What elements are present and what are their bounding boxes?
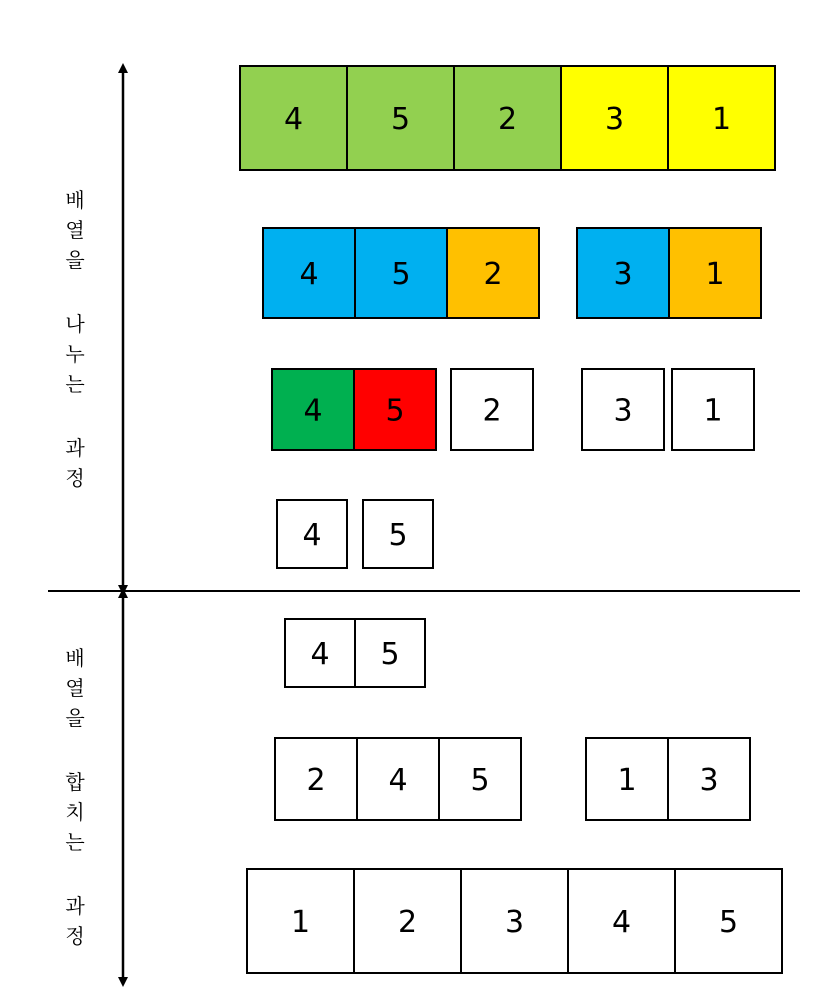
merge-row1-cell xyxy=(355,619,425,687)
merge-row3-cell xyxy=(675,869,782,973)
merge-row2-cell xyxy=(439,738,521,820)
split-row3-cell xyxy=(672,369,754,450)
label-char: 과 xyxy=(65,894,85,918)
cell-value: 4 xyxy=(303,393,323,429)
cell-value: 4 xyxy=(283,102,304,137)
cell-value: 3 xyxy=(613,393,633,429)
label-gap xyxy=(60,862,90,896)
cell-value: 2 xyxy=(397,905,418,940)
split-row3-cell xyxy=(451,369,533,450)
cell-value: 1 xyxy=(617,763,637,798)
label-char: 배 xyxy=(65,188,85,212)
label-char: 열 xyxy=(65,676,85,700)
merge-row3-cell xyxy=(354,869,461,973)
array-boxes xyxy=(240,66,782,973)
label-gap xyxy=(60,280,90,314)
label-char: 합 xyxy=(65,770,85,794)
cell-value: 5 xyxy=(718,905,739,940)
cell-value: 5 xyxy=(391,257,411,292)
split-process-label xyxy=(60,190,90,498)
merge-row2-cell xyxy=(586,738,668,820)
label-char: 치 xyxy=(65,800,85,824)
label-char: 정 xyxy=(65,466,85,490)
label-char: 는 xyxy=(65,372,85,396)
label-gap xyxy=(60,738,90,772)
cell-value: 1 xyxy=(705,257,725,292)
split-row1-cell xyxy=(454,66,561,170)
cell-value: 5 xyxy=(388,518,408,553)
label-char: 을 xyxy=(65,248,85,272)
cell-value: 5 xyxy=(470,763,490,798)
split-row4-cell xyxy=(277,500,347,568)
split-row2-cell xyxy=(355,228,447,318)
cell-value: 3 xyxy=(504,905,525,940)
split-row3-cell xyxy=(272,369,354,450)
split-row1-cell xyxy=(347,66,454,170)
cell-value: 2 xyxy=(497,102,518,137)
split-row1-cell xyxy=(668,66,775,170)
label-char: 정 xyxy=(65,924,85,948)
cell-value: 3 xyxy=(699,763,719,798)
merge-row2-cell xyxy=(357,738,439,820)
split-row3-cell xyxy=(354,369,436,450)
cell-value: 2 xyxy=(482,393,502,429)
label-char: 열 xyxy=(65,218,85,242)
cell-value: 1 xyxy=(290,905,311,940)
cell-value: 1 xyxy=(703,393,723,429)
merge-row3-cell xyxy=(461,869,568,973)
split-row1-cell xyxy=(240,66,347,170)
cell-value: 5 xyxy=(390,102,411,137)
merge-row3-cell xyxy=(247,869,354,973)
cell-value: 2 xyxy=(483,257,503,292)
cell-value: 5 xyxy=(380,637,400,672)
split-row2-cell xyxy=(577,228,669,318)
cell-value: 3 xyxy=(604,102,625,137)
split-row2-cell xyxy=(669,228,761,318)
cell-value: 4 xyxy=(310,637,330,672)
cell-value: 3 xyxy=(613,257,633,292)
cell-value: 2 xyxy=(306,763,326,798)
merge-row2-cell xyxy=(275,738,357,820)
cell-value: 4 xyxy=(611,905,632,940)
merge-row1-cell xyxy=(285,619,355,687)
label-char: 배 xyxy=(65,646,85,670)
label-gap xyxy=(60,404,90,438)
label-char: 나 xyxy=(65,312,85,336)
split-row2-cell xyxy=(263,228,355,318)
split-row2-cell xyxy=(447,228,539,318)
split-row1-cell xyxy=(561,66,668,170)
cell-value: 1 xyxy=(711,102,732,137)
cell-value: 5 xyxy=(385,393,405,429)
label-char: 을 xyxy=(65,706,85,730)
merge-process-label xyxy=(60,648,90,956)
label-char: 는 xyxy=(65,830,85,854)
split-row4-cell xyxy=(363,500,433,568)
split-row3-cell xyxy=(582,369,664,450)
label-char: 누 xyxy=(65,342,85,366)
label-char: 과 xyxy=(65,436,85,460)
cell-value: 4 xyxy=(299,257,319,292)
merge-row2-cell xyxy=(668,738,750,820)
merge-row3-cell xyxy=(568,869,675,973)
cell-value: 4 xyxy=(302,518,322,553)
cell-value: 4 xyxy=(388,763,408,798)
